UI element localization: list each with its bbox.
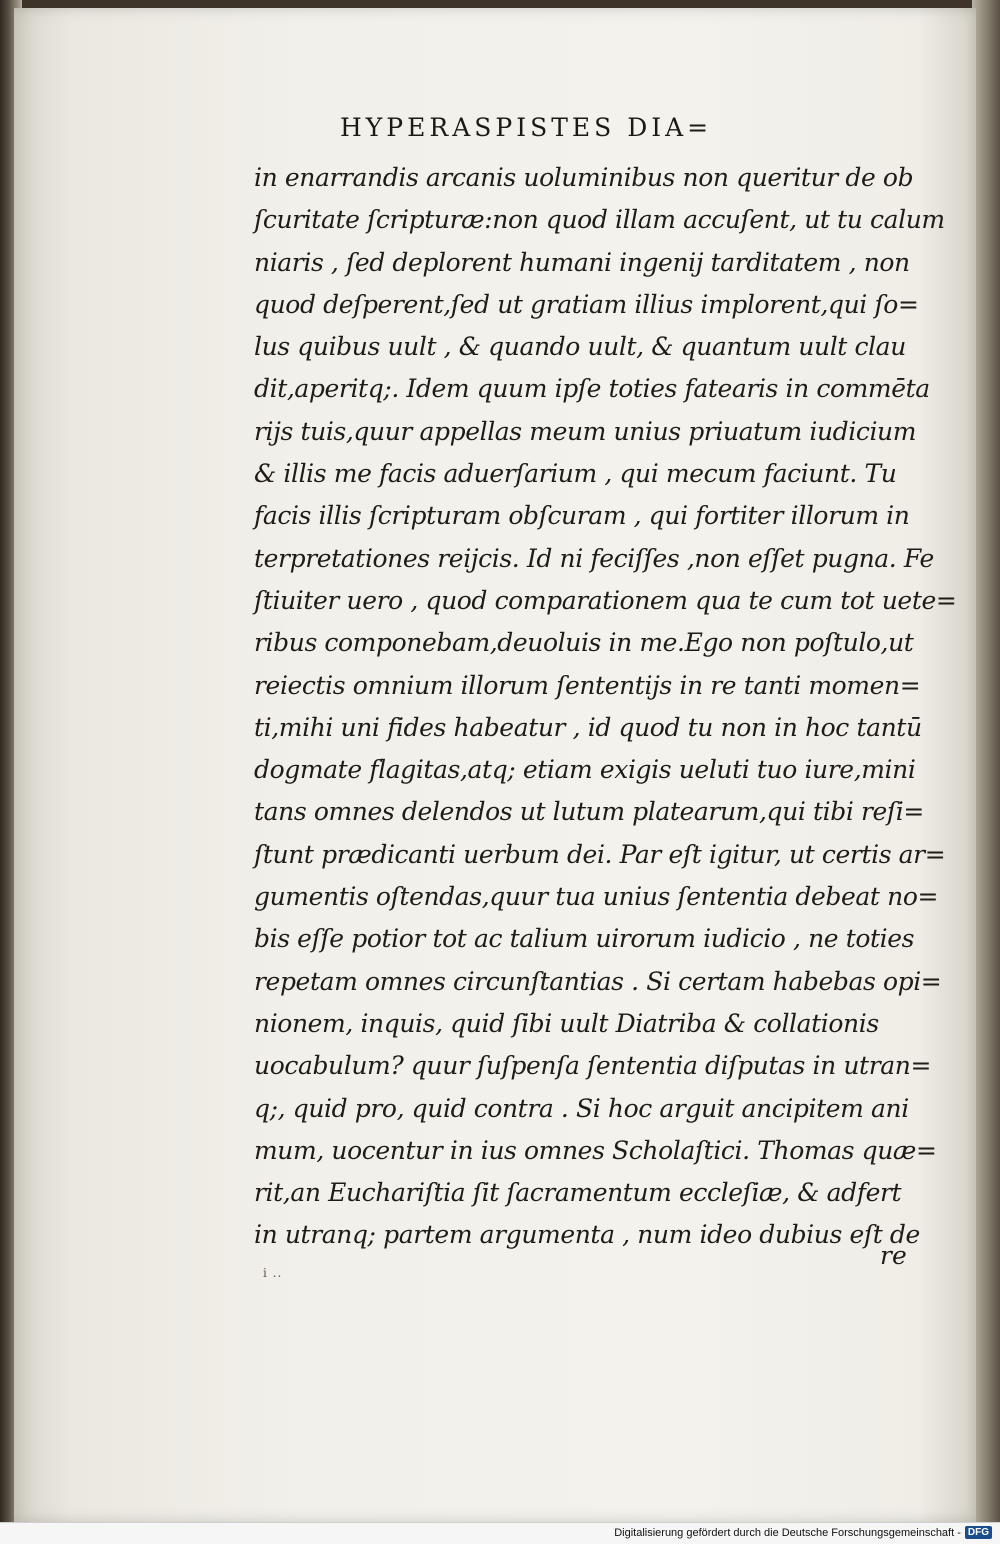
text-line: ti,mihi uni fides habeatur , id quod tu non in hoc tantū [254,712,922,742]
text-line: mum, uocentur in ius omnes Scholaſtici. Thomas quæ= [254,1135,937,1165]
text-line: lus quibus uult , & quando uult, & quantum uult clau [254,332,906,362]
text-line: in enarrandis arcanis uoluminibus non queritur de ob [254,163,914,192]
text-line: nionem, inquis, quid ſibi uult Diatriba & collationis [254,1008,879,1038]
text-line: reiectis omnium illorum ſententijs in re tanti momen= [254,670,921,700]
text-line: gumentis oſtendas,quur tua unius ſententia debeat no= [254,882,939,912]
body-text [254,157,957,1257]
stray-mark: i .. [263,1266,283,1280]
text-line: ribus componebam,deuoluis in me.Ego non poſtulo,ut [254,628,914,658]
text-line: dit,aperitq;. Idem quum ipſe toties fatearis in commēta [254,374,930,404]
book-page-edge [972,0,1000,1525]
text-line: in utranq; partem argumenta , num ideo dubius eſt de [254,1220,920,1250]
text-line: ſcuritate ſcripturæ:non quod illam accuſent, ut tu calum [254,205,945,235]
running-head: HYPERASPISTES DIA= [340,113,713,142]
footer [614,1526,992,1539]
text-line: repetam omnes circunſtantias . Si certam habebas opi= [254,966,942,996]
text-line: uocabulum? quur ſuſpenſa ſententia diſputas in utran= [254,1051,931,1081]
text-line: bis eſſe potior tot ac talium uirorum iudicio , ne toties [254,924,915,954]
funding-notice: Digitalisierung gefördert durch die Deutsche Forschungsgemeinschaft - [614,1526,961,1539]
text-line: rijs tuis,quur appellas meum unius priuatum iudicium [254,416,917,446]
text-line: facis illis ſcripturam obſcuram , qui fortiter illorum in [254,501,910,531]
text-line: q;, quid pro, quid contra . Si hoc arguit ancipitem ani [254,1093,909,1123]
text-line: ſtunt prædicanti uerbum dei. Par eſt igitur, ut certis ar= [254,839,946,869]
text-line: & illis me facis aduerſarium , qui mecum faciunt. Tu [254,459,897,489]
text-line: quod deſperent,ſed ut gratiam illius implorent,qui ſo= [254,289,919,319]
text-line: rit,an Euchariſtia ſit ſacramentum eccleſiæ, & adfert [254,1178,902,1208]
text-line: niaris , ſed deplorent humani ingenij tarditatem , non [254,247,910,277]
text-line: dogmate flagitas,atq; etiam exigis ueluti tuo iure,mini [254,755,916,785]
text-line: terpretationes reijcis. Id ni feciſſes ,non eſſet pugna. Fe [254,543,934,573]
catchword: re [880,1241,907,1270]
dfg-logo: DFG [965,1526,992,1539]
text-line: ſtiuiter uero , quod comparationem qua te cum tot uete= [254,585,957,615]
text-line: tans omnes delendos ut lutum platearum,qui tibi reſi= [254,797,924,827]
